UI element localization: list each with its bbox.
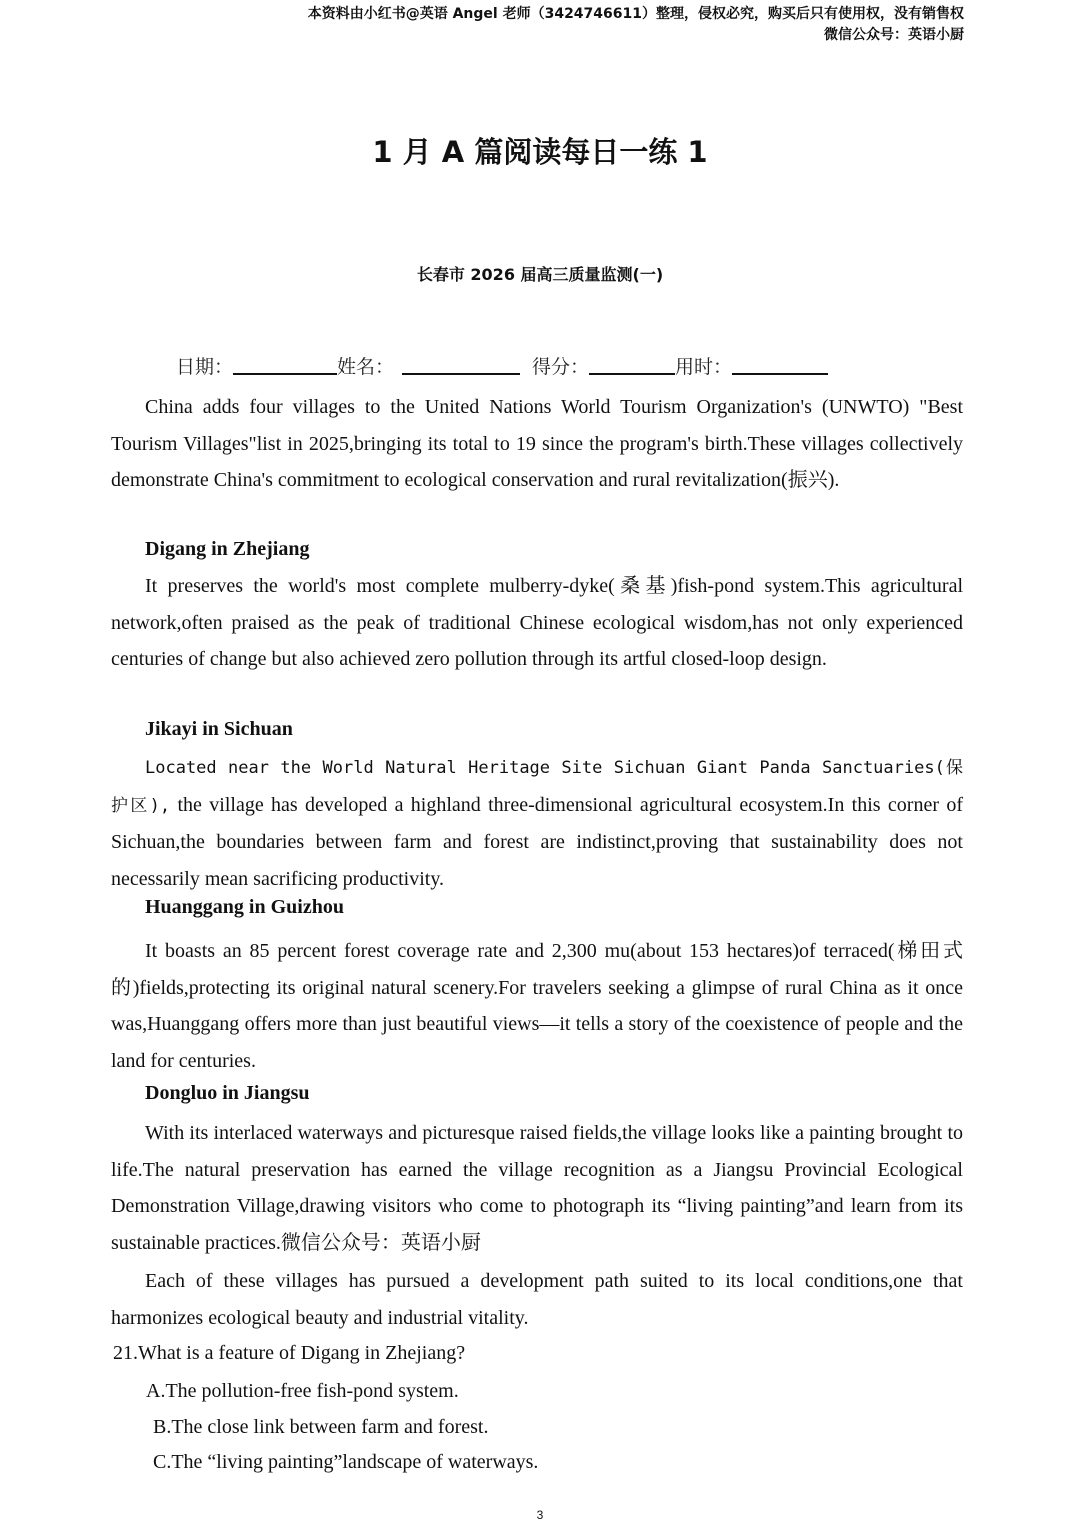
section-heading-huanggang: Huanggang in Guizhou [145,896,344,918]
option-a[interactable]: A.The pollution-free fish-pond system. [146,1380,459,1402]
score-blank[interactable] [589,353,675,375]
intro-paragraph: China adds four villages to the United Nations World Tourism Organization's (UNWTO) "Best Tourism Villages"list in 2025,bringing its total to 19 since the program's birth.These villages collectively demonstrate China's commitment to ecological conservation and rural revitalization(振兴). [111,396,963,491]
time-label: 用时： [675,356,733,378]
dongluo-paragraph: With its interlaced waterways and picturesque raised fields,the village looks like a painting brought to life.The natural preservation has earned the village recognition as a Jiangsu Provincial Ecological Demonstration Village,drawing visitors who come to photograph its “living painting”and learn from its sustainable practices.微信公众号：英语小厨 [111,1122,963,1254]
digang-paragraph: It preserves the world's most complete mulberry-dyke(桑基)fish-pond system.This agricultural network,often praised as the peak of traditional Chinese ecological wisdom,has not only experienced centuries of change but also achieved zero pollution through its artful closed-loop design. [111,575,963,670]
page-number: 3 [536,1508,544,1522]
jikayi-rest: the village has developed a highland three-dimensional agricultural ecosystem.In this corner of Sichuan,the boundaries between farm and forest are indistinct,proving that sustainability does not necessarily mean sacrificing productivity. [111,793,963,890]
date-label: 日期： [176,356,234,378]
section-heading-digang: Digang in Zhejiang [145,538,310,560]
page-title: 1 月 A 篇阅读每日一练 1 [372,135,708,169]
name-label: 姓名： [337,356,395,378]
section-heading-jikayi: Jikayi in Sichuan [145,718,293,740]
jikayi-paragraph [111,749,963,897]
student-info-fields [176,352,828,379]
copyright-header [308,4,964,46]
copyright-notice: 本资料由小红书@英语 Angel 老师（3424746611）整理，侵权必究，购买后只有使用权，没有销售权 [307,6,964,22]
time-blank[interactable] [732,353,828,375]
question-stem: 21.What is a feature of Digang in Zhejiang? [113,1342,466,1364]
wechat-account: 微信公众号：英语小厨 [824,27,964,43]
huanggang-paragraph: It boasts an 85 percent forest coverage rate and 2,300 mu(about 153 hectares)of terraced(梯田式的)fields,protecting its original natural scenery.For travelers seeking a glimpse of rural China as it once was,Huanggang offers more than just beautiful views—it tells a story of the coexistence of people and the land for centuries. [111,940,963,1072]
date-blank[interactable] [233,353,337,375]
name-blank[interactable] [402,353,520,375]
exam-source: 长春市 2026 届高三质量监测(一) [416,265,664,284]
conclusion-paragraph: Each of these villages has pursued a development path suited to its local conditions,one that harmonizes ecological beauty and industrial vitality. [111,1270,963,1329]
jikayi-first-line: Located near the World Natural Heritage Site Sichuan Giant Panda Sanctuaries(保护区), [111,758,963,816]
option-b[interactable]: B.The close link between farm and forest. [153,1416,489,1438]
option-c[interactable]: C.The “living painting”landscape of waterways. [153,1451,539,1473]
score-label: 得分： [532,356,590,378]
section-heading-dongluo: Dongluo in Jiangsu [145,1082,310,1104]
